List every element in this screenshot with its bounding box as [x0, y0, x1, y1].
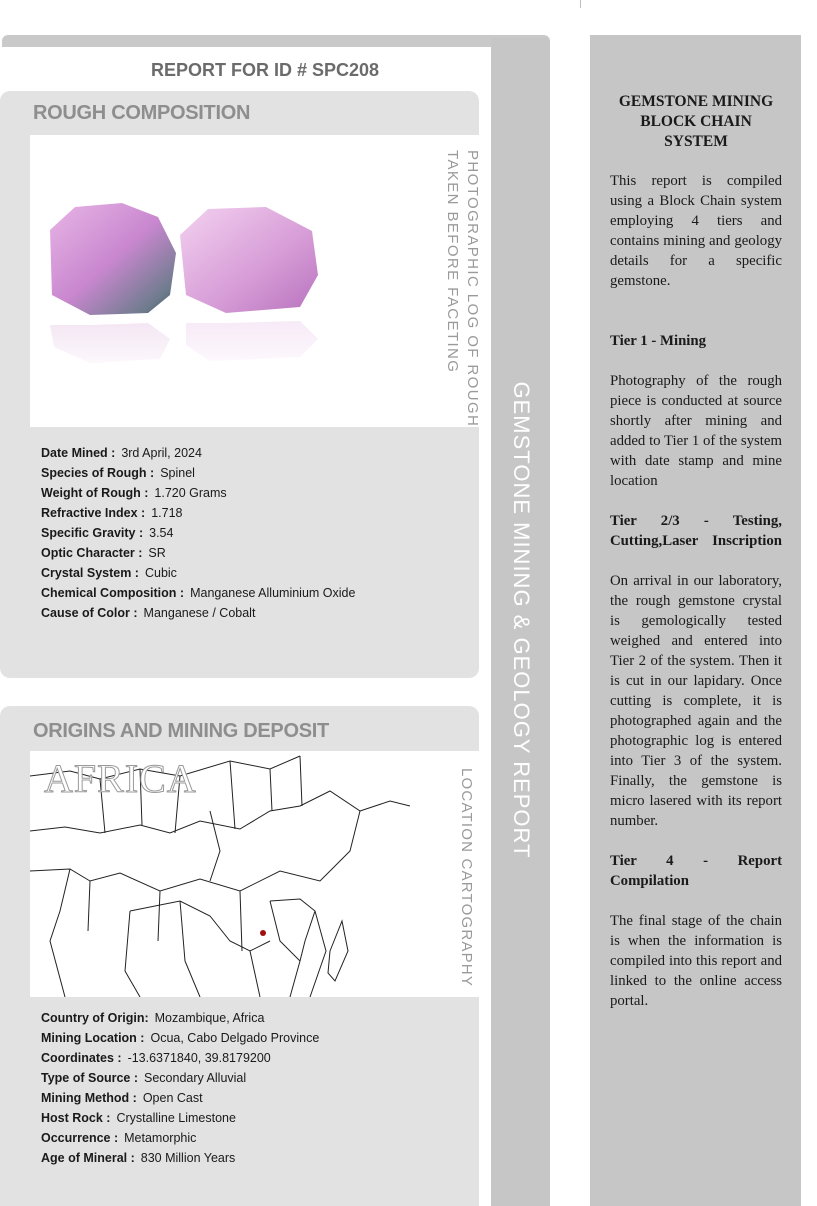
origin-map-panel — [30, 751, 479, 997]
photo-caption-line-1: PHOTOGRAPHIC LOG OF ROUGH — [464, 150, 481, 428]
map-caption: LOCATION CARTOGRAPHY — [458, 768, 475, 988]
detail-row: Cause of Color : Manganese / Cobalt — [41, 606, 256, 620]
rough-photo-panel — [30, 135, 479, 427]
detail-row: Crystal System : Cubic — [41, 566, 177, 580]
map-region-label: AFRICA — [44, 756, 197, 801]
detail-row: Weight of Rough : 1.720 Grams — [41, 486, 227, 500]
info-text — [610, 92, 782, 1031]
detail-row: Chemical Composition : Manganese Alluminium Oxide — [41, 586, 356, 600]
origins-heading: ORIGINS AND MINING DEPOSIT — [33, 720, 329, 742]
photo-log-caption — [442, 150, 482, 427]
photo-caption-line-2: TAKEN BEFORE FACETING — [444, 150, 461, 374]
detail-row: Refractive Index : 1.718 — [41, 506, 183, 520]
info-title: GEMSTONE MINING BLOCK CHAIN SYSTEM — [618, 93, 774, 150]
detail-row: Occurrence : Metamorphic — [41, 1131, 197, 1145]
tier4-heading: Tier 4 - Report Compilation — [610, 853, 782, 889]
detail-row: Date Mined : 3rd April, 2024 — [41, 446, 202, 460]
rough-composition-heading: ROUGH COMPOSITION — [33, 102, 251, 124]
report-side-title: GEMSTONE MINING & GEOLOGY REPORT — [509, 381, 534, 859]
detail-row: Coordinates : -13.6371840, 39.8179200 — [41, 1051, 271, 1065]
tier1-text: Photography of the rough piece is conducted at source shortly after mining and added to Tier 1 of the system with date stamp and mine location — [610, 373, 782, 489]
detail-row: Optic Character : SR — [41, 546, 166, 560]
tier23-text: On arrival in our laboratory, the rough gemstone crystal is gemologically tested weighed and entered into Tier 2 of the system. Then it is cut in our lapidary. Once cutting is complete, it is photographed again and the photographic log is entered into Tier 3 of the system. Finally, the gemstone is micro lasered with its report number. — [610, 573, 782, 829]
rough-gemstone-photo — [30, 135, 322, 427]
detail-row: Mining Method : Open Cast — [41, 1091, 203, 1105]
detail-row: Specific Gravity : 3.54 — [41, 526, 174, 540]
info-intro: This report is compiled using a Block Chain system employing 4 tiers and contains mining and geology details for a specific gemstone. — [610, 173, 782, 289]
tier4-text: The final stage of the chain is when the information is compiled into this report and linked to the online access portal. — [610, 913, 782, 1009]
detail-row: Species of Rough : Spinel — [41, 466, 195, 480]
detail-row: Country of Origin: Mozambique, Africa — [41, 1011, 265, 1025]
tier1-heading: Tier 1 - Mining — [610, 333, 707, 349]
origin-details-list — [41, 1008, 319, 1168]
detail-row: Type of Source : Secondary Alluvial — [41, 1071, 247, 1085]
detail-row: Host Rock : Crystalline Limestone — [41, 1111, 236, 1125]
detail-row: Age of Mineral : 830 Million Years — [41, 1151, 236, 1165]
detail-row: Mining Location : Ocua, Cabo Delgado Province — [41, 1031, 320, 1045]
top-decorative-bar — [2, 35, 550, 47]
top-divider-tick — [580, 0, 581, 8]
tier23-heading: Tier 2/3 - Testing, Cutting,Laser Inscription — [610, 513, 782, 549]
rough-details-list — [41, 443, 355, 623]
report-id-heading: REPORT FOR ID # SPC208 — [150, 60, 380, 80]
mine-location-marker — [260, 930, 266, 936]
